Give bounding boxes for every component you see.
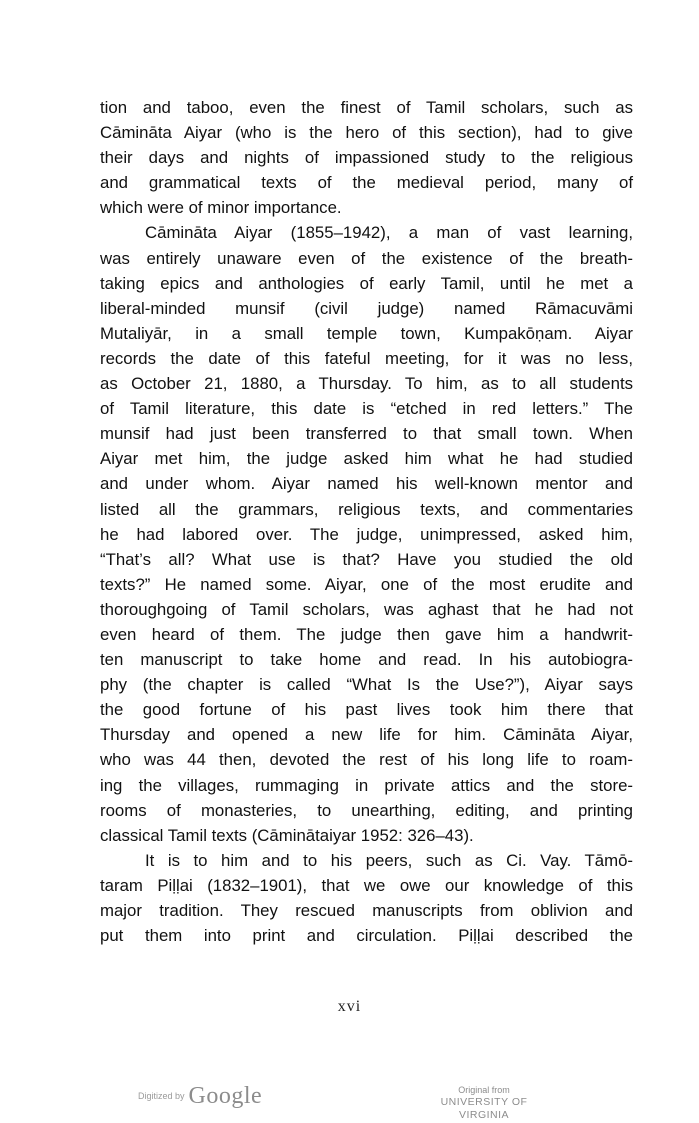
- text-line: he had labored over. The judge, unimpressed, asked him,: [100, 524, 633, 544]
- text-line: records the date of this fateful meeting, for it was no less,: [100, 348, 633, 368]
- paragraph-start-line: Cāmināta Aiyar (1855–1942), a man of vast learning,: [145, 223, 633, 243]
- text-line: ten manuscript to take home and read. In his autobiogra-: [100, 650, 633, 670]
- text-line: and under whom. Aiyar named his well-known mentor and: [100, 474, 633, 494]
- original-from-label: Original from: [458, 1085, 510, 1095]
- text-line: texts?” He named some. Aiyar, one of the most erudite and: [100, 574, 633, 594]
- text-line: classical Tamil texts (Cāminātaiyar 1952: 326–43).: [100, 825, 474, 845]
- original-from-watermark: [424, 1085, 544, 1122]
- text-line: Thursday and opened a new life for him. Cāmināta Aiyar,: [100, 725, 633, 745]
- text-line: listed all the grammars, religious texts, and commentaries: [100, 499, 633, 519]
- text-line: taram Piḷḷai (1832–1901), that we owe our knowledge of this: [100, 875, 633, 895]
- text-line: Mutaliyār, in a small temple town, Kumpakōṇam. Aiyar: [100, 323, 633, 343]
- text-line: and grammatical texts of the medieval period, many of: [100, 173, 633, 193]
- text-line: Aiyar met him, the judge asked him what he had studied: [100, 449, 633, 469]
- text-line: munsif had just been transferred to that small town. When: [100, 424, 633, 444]
- text-line: who was 44 then, devoted the rest of his long life to roam-: [100, 750, 633, 770]
- paragraph-start-line: It is to him and to his peers, such as Ci. Vay. Tāmō-: [145, 850, 633, 870]
- text-line: which were of minor importance.: [100, 198, 342, 218]
- text-line: major tradition. They rescued manuscripts from oblivion and: [100, 901, 633, 920]
- text-line: thoroughgoing of Tamil scholars, was aghast that he had not: [100, 599, 633, 619]
- digitized-by-label: Digitized by: [138, 1091, 185, 1101]
- text-line: rooms of monasteries, to unearthing, editing, and printing: [100, 800, 633, 820]
- text-line: their days and nights of impassioned study to the religious: [100, 148, 633, 168]
- text-line: as October 21, 1880, a Thursday. To him, as to all students: [100, 374, 633, 394]
- text-line: even heard of them. The judge then gave him a handwrit-: [100, 624, 633, 644]
- text-line: phy (the chapter is called “What Is the Use?”), Aiyar says: [100, 675, 633, 695]
- digitized-by-watermark: [138, 1083, 262, 1110]
- text-line: ing the villages, rummaging in private attics and the store-: [100, 775, 633, 795]
- text-line: the good fortune of his past lives took him there that: [100, 700, 633, 720]
- text-line: tion and taboo, even the finest of Tamil scholars, such as: [100, 98, 633, 117]
- body-text: [100, 95, 633, 948]
- text-line: liberal-minded munsif (civil judge) named Rāmacuvāmi: [100, 298, 633, 318]
- text-line: taking epics and anthologies of early Tamil, until he met a: [100, 273, 633, 293]
- text-line: of Tamil literature, this date is “etched in red letters.” The: [100, 399, 633, 419]
- text-line: Cāmināta Aiyar (who is the hero of this section), had to give: [100, 123, 633, 143]
- google-logo: Google: [188, 1083, 263, 1109]
- page-number: xvi: [337, 998, 362, 1015]
- text-line: put them into print and circulation. Piḷḷai described the: [100, 926, 633, 946]
- text-line: was entirely unaware even of the existence of the breath-: [100, 248, 633, 268]
- text-line: “That’s all? What use is that? Have you studied the old: [100, 549, 633, 569]
- university-label: UNIVERSITY OF VIRGINIA: [440, 1096, 528, 1121]
